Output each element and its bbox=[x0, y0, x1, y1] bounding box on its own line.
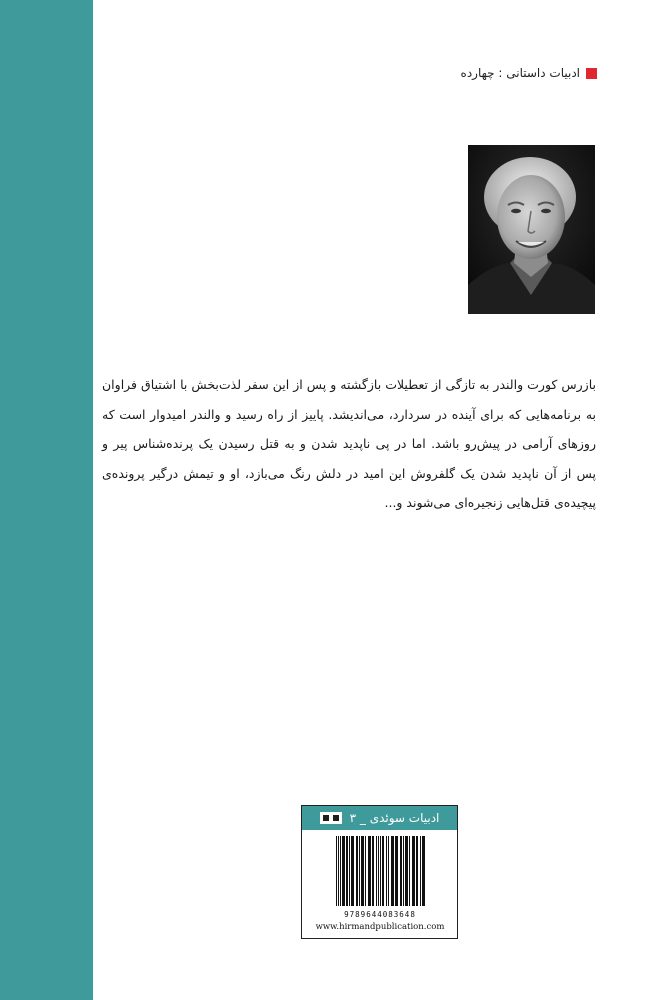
barcode-bar bbox=[412, 836, 415, 906]
barcode-bar bbox=[378, 836, 379, 906]
back-cover-blurb bbox=[102, 370, 596, 518]
barcode-bar bbox=[340, 836, 341, 906]
camera-icon bbox=[320, 812, 342, 824]
barcode-bar bbox=[380, 836, 381, 906]
barcode-imprint-box bbox=[301, 805, 458, 939]
barcode-bar bbox=[409, 836, 410, 906]
barcode-bar bbox=[416, 836, 418, 906]
barcode-bar bbox=[382, 836, 384, 906]
publisher-website: www.hirmandpublication.com bbox=[315, 922, 445, 932]
red-square-icon bbox=[586, 68, 597, 79]
barcode-bar bbox=[365, 836, 366, 906]
cover-spine-band bbox=[0, 0, 93, 1000]
barcode-bar bbox=[372, 836, 374, 906]
isbn-barcode bbox=[308, 834, 452, 908]
barcode-bar bbox=[338, 836, 339, 906]
barcode-bar bbox=[405, 836, 408, 906]
blurb-paragraph: بازرس کورت والندر به تازگی از تعطیلات بازگشته و پس از این سفر لذت‌بخش با اشتیاق فراوان به برنامه‌هایی که برای آینده در سردارد، می‌اندیشد. پاییز از راه رسید و والندر امیدوار است که روزهای آرامی در پیش‌رو باشد. اما در پی ناپدید شدن و به قتل رسیدن یک پرنده‌شناس پیر و پس از آن ناپدید شدن یک گلفروش این امید در دلش رنگ می‌بازد، او و تیمش درگیر پرونده‌ی پیچیده‌ی قتل‌هایی زنجیره‌ای می‌شوند و... bbox=[102, 377, 596, 511]
series-label: ادبیات داستانی : چهارده bbox=[460, 66, 580, 80]
barcode-bar bbox=[376, 836, 377, 906]
barcode-bar bbox=[388, 836, 389, 906]
barcode-bar bbox=[422, 836, 425, 906]
barcode-area bbox=[308, 834, 452, 934]
barcode-bar bbox=[403, 836, 404, 906]
barcode-bar bbox=[342, 836, 345, 906]
barcode-bar bbox=[395, 836, 398, 906]
barcode-bar bbox=[391, 836, 394, 906]
barcode-bar bbox=[368, 836, 371, 906]
barcode-bar bbox=[359, 836, 360, 906]
barcode-bar bbox=[420, 836, 421, 906]
barcode-bar bbox=[346, 836, 348, 906]
collection-label: ادبیات سوئدی _ ۳ bbox=[349, 811, 440, 825]
author-portrait bbox=[468, 145, 595, 314]
barcode-bar bbox=[361, 836, 364, 906]
author-portrait-image bbox=[468, 145, 595, 314]
barcode-bar bbox=[386, 836, 387, 906]
barcode-bar bbox=[336, 836, 337, 906]
collection-band bbox=[302, 806, 457, 830]
barcode-bar bbox=[356, 836, 358, 906]
barcode-bar bbox=[351, 836, 354, 906]
isbn-digits: 9789644083648 bbox=[344, 910, 416, 919]
series-tag bbox=[461, 66, 597, 80]
barcode-bar bbox=[400, 836, 402, 906]
barcode-bar bbox=[349, 836, 350, 906]
